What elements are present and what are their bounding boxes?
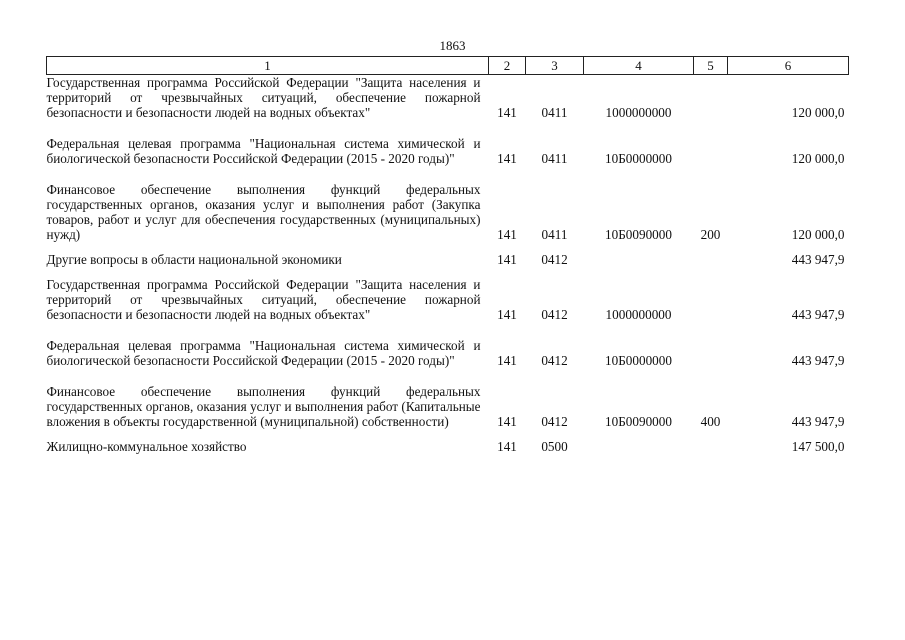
column-header-6: 6 [728, 57, 849, 75]
row-target-code: 1000000000 [605, 105, 672, 120]
row-section-code: 0411 [541, 151, 568, 166]
row-ministry-code: 141 [497, 227, 517, 242]
row-section-code: 0412 [541, 414, 568, 429]
row-expense-type [694, 120, 728, 166]
table-row [47, 75, 849, 121]
table-row [47, 267, 849, 322]
row-section-code: 0412 [541, 307, 568, 322]
table-row [47, 166, 849, 242]
row-ministry-code: 141 [497, 414, 517, 429]
row-target-code: 1000000000 [605, 307, 672, 322]
row-amount: 120 000,0 [791, 151, 845, 166]
column-header-2: 2 [489, 57, 526, 75]
column-header-5: 5 [694, 57, 728, 75]
row-section-code: 0412 [541, 353, 568, 368]
table-row [47, 242, 849, 267]
row-amount: 443 947,9 [791, 353, 845, 368]
row-expense-type [694, 267, 728, 322]
table-row [47, 322, 849, 368]
row-expense-type [694, 322, 728, 368]
row-name: Федеральная целевая программа "Национальная система химической и биологической безопасности Российской Федерации (2015 - 2020 годы)" [46, 338, 481, 368]
budget-table [46, 56, 849, 454]
row-expense-type [694, 75, 728, 121]
row-ministry-code: 141 [497, 439, 517, 454]
row-ministry-code: 141 [497, 307, 517, 322]
row-ministry-code: 141 [497, 151, 517, 166]
row-name: Финансовое обеспечение выполнения функций федеральных государственных органов, оказания услуг и выполнения работ (Капитальные вложения в объекты государственной (муниципальной) собственности) [46, 384, 481, 429]
row-expense-type: 400 [700, 414, 721, 429]
row-expense-type: 200 [700, 227, 721, 242]
row-amount: 443 947,9 [791, 414, 845, 429]
row-expense-type [694, 429, 728, 454]
row-name: Государственная программа Российской Федерации "Защита населения и территорий от чрезвычайных ситуаций, обеспечение пожарной безопасности и безопасности людей на водных объектах" [46, 277, 481, 322]
row-amount: 120 000,0 [791, 105, 845, 120]
row-name: Другие вопросы в области национальной экономики [46, 252, 342, 267]
row-target-code: 10Б0000000 [605, 353, 672, 368]
row-ministry-code: 141 [497, 353, 517, 368]
row-section-code: 0412 [541, 252, 568, 267]
row-target-code [584, 242, 694, 267]
page-number: 1863 [439, 38, 466, 53]
row-ministry-code: 141 [497, 252, 517, 267]
column-header-1: 1 [47, 57, 489, 75]
row-section-code: 0500 [541, 439, 568, 454]
table-header-row [47, 57, 849, 75]
row-target-code: 10Б0000000 [605, 151, 672, 166]
table-row [47, 368, 849, 429]
row-target-code: 10Б0090000 [605, 414, 672, 429]
row-name: Жилищно-коммунальное хозяйство [46, 439, 247, 454]
row-amount: 443 947,9 [791, 307, 845, 322]
table-row [47, 429, 849, 454]
row-amount: 147 500,0 [791, 439, 845, 454]
column-header-4: 4 [584, 57, 694, 75]
row-amount: 120 000,0 [791, 227, 845, 242]
table-row [47, 120, 849, 166]
column-header-3: 3 [526, 57, 584, 75]
row-ministry-code: 141 [497, 105, 517, 120]
row-expense-type [694, 242, 728, 267]
table-body [47, 75, 849, 455]
row-section-code: 0411 [541, 105, 568, 120]
row-name: Федеральная целевая программа "Национальная система химической и биологической безопасности Российской Федерации (2015 - 2020 годы)" [46, 136, 481, 166]
row-section-code: 0411 [541, 227, 568, 242]
row-target-code [584, 429, 694, 454]
row-amount: 443 947,9 [791, 252, 845, 267]
row-name: Государственная программа Российской Федерации "Защита населения и территорий от чрезвычайных ситуаций, обеспечение пожарной безопасности и безопасности людей на водных объектах" [46, 75, 481, 120]
row-target-code: 10Б0090000 [605, 227, 672, 242]
row-name: Финансовое обеспечение выполнения функций федеральных государственных органов, оказания услуг и выполнения работ (Закупка товаров, работ и услуг для обеспечения государственных (муниципальных) нужд) [46, 182, 481, 242]
